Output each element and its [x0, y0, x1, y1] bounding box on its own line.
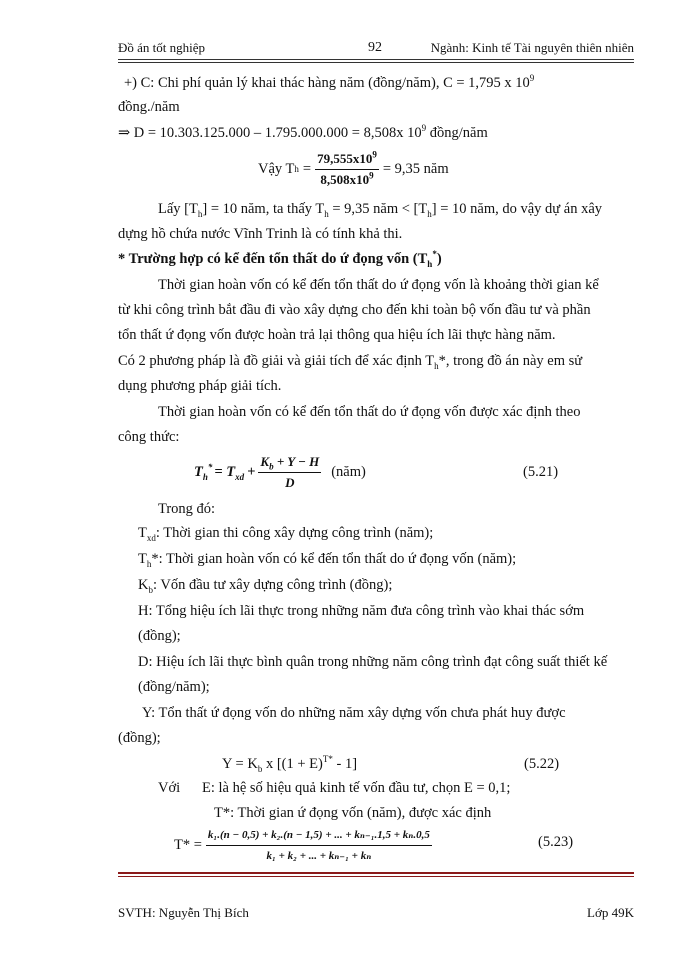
definition-d: D: Hiệu ích lãi thực bình quân trong những năm công trình đạt công suất thiết kế [138, 654, 608, 670]
definition-y: Y: Tổn thất ứ đọng vốn do những năm xây dựng vốn chưa phát huy được [142, 705, 566, 721]
formula-5-23-fraction: $\frac{\text{k₁.(n − 0,5) + k₂.(n − 1,5) + ... + kₙ₋₁.1,5 + kₙ.0,5}}{\text{k₁ + k₂ + ... + kₙ₋₁ + kₙ}}$ [206, 826, 432, 865]
paragraph-line: Thời gian hoàn vốn có kể đến tổn thất do ứ đọng vốn được xác định theo [158, 404, 581, 420]
payback-equation: Vậy T h = $\frac{79,555x10^9}{8,508x10^9}$ = 9,35 năm [258, 149, 449, 187]
definition-th: $T_h*$: Thời gian hoàn vốn có kể đến tổn thất do ứ đọng vốn (năm); [138, 551, 517, 569]
paragraph-line: công thức: [118, 429, 180, 445]
with-label: Với [158, 780, 181, 796]
feasibility-line: Lấy $[T_h] = 10$ năm, ta thấy $T_h = 9,35$ năm < $[T_h] = 10$ năm, do vậy dự án xây [158, 201, 603, 219]
formula-number: (5.21) [523, 464, 559, 480]
cost-unit-line: đồng./năm [118, 99, 180, 115]
d-calculation: ⇒ D = 10.303.125.000 – 1.795.000.000 = 8,508x $10^9$ đồng/năm [118, 123, 488, 141]
definition-y-cont: (đồng); [118, 730, 161, 746]
footer-class: Lớp 49K [587, 905, 634, 920]
paragraph-line: dụng phương pháp giải tích. [118, 378, 282, 394]
cost-line: +) C: Chi phí quản lý khai thác hàng năm (đồng/năm), C = 1,795 x $10^9$ [124, 73, 535, 91]
paragraph-line: Có 2 phương pháp là đồ giải và giải tích để xác định $T_h*$, trong đồ án này em sử [118, 353, 583, 371]
section-heading: * Trường hợp có kể đến tổn thất do ứ đọng vốn $(T_h^*)$ [118, 249, 442, 269]
page-header [118, 38, 634, 58]
formula-5-23: T* = $\frac{\text{k₁.(n − 0,5) + k₂.(n − 1,5) + ... + kₙ₋₁.1,5 + kₙ.0,5}}{\text{k₁ + k₂ + ... + kₙ₋₁ + kₙ}}$ [174, 826, 432, 864]
formula-fraction: $\frac{K_b + Y - H}{D}$ [260, 453, 320, 490]
payback-fraction: $\frac{79,555x10^9}{8,508x10^9}$ [317, 149, 377, 187]
footer-student: SVTH: Nguyễn Thị Bích [118, 905, 249, 920]
definition-txd: $T_{xd}$: Thời gian thi công xây dựng công trình (năm); [138, 525, 434, 543]
feasibility-conclusion: dựng hồ chứa nước Vĩnh Trinh là có tính khả thi. [118, 226, 403, 242]
with-e-definition: E: là hệ số hiệu quả kinh tế vốn đầu tư, chọn E = 0,1; [202, 780, 511, 796]
definition-h-cont: (đồng); [138, 628, 181, 644]
paragraph-line: Thời gian hoàn vốn có kể đến tổn thất do ứ đọng vốn là khoảng thời gian kể [158, 277, 599, 293]
header-major: Ngành: Kinh tế Tài nguyên thiên nhiên [430, 40, 634, 55]
where-label: Trong đó: [158, 501, 216, 517]
with-t-definition: T*: Thời gian ứ đọng vốn (năm), được xác định [214, 805, 492, 821]
footer-rule [118, 872, 634, 874]
paragraph-line: từ khi công trình bắt đầu đi vào xây dựng cho đến khi toàn bộ vốn đầu tư và phần [118, 302, 591, 318]
definition-kb: $K_b$: Vốn đầu tư xây dựng công trình (đồng); [138, 577, 393, 595]
header-title: Đồ án tốt nghiệp [118, 40, 206, 55]
formula-number: (5.22) [524, 756, 560, 772]
formula-5-22: $Y = K_b$ x $[(1 + E)^{T*} - 1]$ [222, 754, 358, 774]
header-rule [118, 59, 634, 60]
formula-5-21: $T_h^*$ = $T_{xd}$ + $\frac{K_b + Y - H}{D}$ (năm) [194, 453, 366, 490]
formula-number: (5.23) [538, 834, 574, 850]
page-footer [118, 905, 634, 921]
header-rule-2 [118, 62, 634, 63]
footer-rule-2 [118, 876, 634, 877]
definition-d-cont: (đồng/năm); [138, 679, 210, 695]
definition-h: H: Tổng hiệu ích lãi thực trong những năm đưa công trình vào khai thác sớm [138, 603, 585, 619]
paragraph-line: tổn thất ứ đọng vốn được hoàn trả lại thông qua hiệu ích lãi thực hàng năm. [118, 327, 556, 343]
page-number: 92 [368, 40, 382, 55]
